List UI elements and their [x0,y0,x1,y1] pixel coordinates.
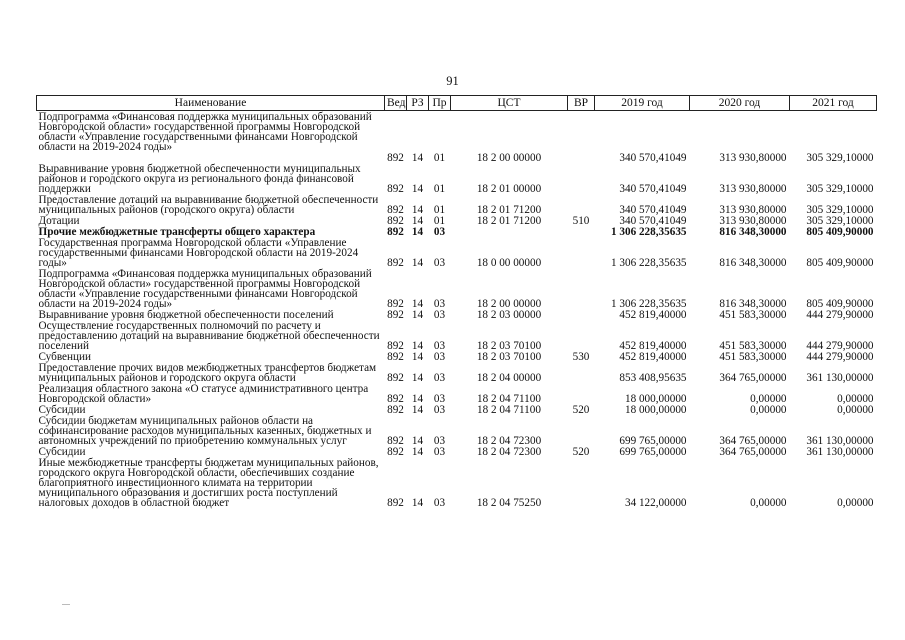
cell-name: Осуществление государственных полномочий по расчету и предоставлению дотаций на выравнивание бюджетной обеспеченности поселений [38,319,380,352]
table-row [37,351,877,362]
cell-ved: 892 [387,151,404,164]
cell-vr [568,268,595,309]
cell-rz: 14 [411,182,424,195]
cell-cst: 18 2 03 70100 [476,339,542,352]
cell-name: Подпрограмма «Финансовая поддержка муниципальных образований Новгородской области» государственной программы Новгородской области «Управление государственными финансами Новгородской области на 2019-2024 годы» [38,267,372,310]
table-row [37,111,877,153]
cell-y2019: 452 819,40000 [619,308,687,321]
cell-cst: 18 2 01 71200 [476,203,542,216]
table-row [37,383,877,404]
cell-y2019: 18 000,00000 [624,403,687,416]
cell-name: Государственная программа Новгородской области «Управление государственными финансами Новгородской области на 2019-2024 годы» [38,236,359,269]
cell-ved: 892 [387,445,404,458]
cell-name: Иные межбюджетные трансферты бюджетам муниципальных районов, городского округа Новгородской области, обеспечивших создание благоприятного инвестиционного климата на территории муниципального образования и достигших роста поступлений налоговых доходов в областной бюджет [38,456,379,509]
cell-y2021: 805 409,90000 [806,225,874,238]
cell-y2019: 340 570,41049 [619,203,687,216]
cell-vr: 520 [572,403,590,416]
cell-name: Предоставление прочих видов межбюджетных трансфертов бюджетам муниципальных районов и городского округа области [38,361,377,384]
header-ved: Вед [385,96,407,111]
cell-y2020: 451 583,30000 [719,308,787,321]
cell-y2019: 452 819,40000 [619,339,687,352]
cell-y2020: 451 583,30000 [719,339,787,352]
cell-pr: 03 [433,297,446,310]
cell-y2019: 340 570,41049 [619,214,687,227]
cell-y2021: 305 329,10000 [806,214,874,227]
cell-ved: 892 [387,256,404,269]
cell-cst: 18 2 04 71100 [477,392,541,405]
cell-rz: 14 [411,445,424,458]
cell-ved: 892 [387,308,404,321]
cell-name: Субвенции [38,350,91,363]
cell-y2019: 1 306 228,35635 [610,297,687,310]
cell-cst: 18 2 00 00000 [476,297,542,310]
cell-pr: 01 [433,214,446,227]
cell-pr: 03 [433,445,446,458]
cell-name: Субсидии [38,403,86,416]
cell-cst: 18 2 04 72300 [476,445,542,458]
cell-vr [568,226,595,237]
cell-vr: 520 [572,445,590,458]
cell-cst: 18 2 00 00000 [476,151,542,164]
cell-y2021: 305 329,10000 [806,203,874,216]
cell-y2021 [790,111,877,153]
cell-cst: 18 2 04 72300 [476,434,542,447]
cell-y2020: 816 348,30000 [719,297,787,310]
table-row [37,404,877,415]
table-row [37,194,877,215]
cell-y2021: 0,00000 [837,403,874,416]
cell-y2021: 444 279,90000 [806,308,874,321]
cell-cst: 18 2 04 00000 [476,371,542,384]
cell-y2019: 452 819,40000 [619,350,687,363]
header-pr: Пр [429,96,451,111]
cell-pr: 03 [433,350,446,363]
cell-y2021: 305 329,10000 [806,151,874,164]
cell-rz: 14 [411,297,424,310]
cell-name: Предоставление дотаций на выравнивание бюджетной обеспеченности муниципальных районов (городского округа) области [38,193,379,216]
cell-y2019: 853 408,95635 [619,371,687,384]
cell-y2021: 805 409,90000 [806,297,874,310]
cell-vr: 530 [572,350,590,363]
header-vr: ВР [568,96,595,111]
table-row [37,163,877,194]
budget-table [36,95,877,508]
cell-y2021: 0,00000 [837,496,874,509]
cell-name: Прочие межбюджетные трансферты общего характера [38,225,316,238]
cell-y2020: 364 765,00000 [719,371,787,384]
cell-ved: 892 [387,203,404,216]
cell-pr [429,111,451,153]
cell-rz [407,111,429,153]
cell-cst: 18 2 01 00000 [476,182,542,195]
cell-y2021: 0,00000 [837,392,874,405]
cell-cst [451,111,568,153]
cell-vr: 510 [572,214,590,227]
cell-ved: 892 [387,225,404,238]
cell-rz: 14 [411,392,424,405]
cell-ved: 892 [387,434,404,447]
cell-y2020: 816 348,30000 [719,256,787,269]
cell-pr: 01 [433,182,446,195]
cell-y2021: 361 130,00000 [806,434,874,447]
cell-pr: 03 [433,434,446,447]
cell-name: Выравнивание уровня бюджетной обеспеченности поселений [38,308,334,321]
cell-vr [568,152,595,163]
cell-cst: 18 2 04 75250 [476,496,542,509]
cell-rz: 14 [411,403,424,416]
cell-rz: 14 [411,496,424,509]
cell-name: Дотации [38,214,80,227]
table-row [37,309,877,320]
cell-pr: 03 [433,308,446,321]
cell-pr: 01 [433,151,446,164]
cell-y2020: 816 348,30000 [719,225,787,238]
cell-vr [568,237,595,268]
cell-rz: 14 [411,350,424,363]
header-2020: 2020 год [690,96,790,111]
table-header [37,96,877,111]
cell-y2020: 0,00000 [750,392,787,405]
cell-cst: 18 0 00 00000 [476,256,542,269]
cell-y2021: 805 409,90000 [806,256,874,269]
table-row [37,226,877,237]
margin-mark [62,604,70,605]
cell-y2019: 699 765,00000 [619,434,687,447]
cell-y2020 [690,111,790,153]
header-name: Наименование [37,96,385,111]
cell-rz: 14 [411,225,424,238]
cell-rz: 14 [411,308,424,321]
cell-name [37,152,385,163]
cell-vr [568,362,595,383]
cell-vr [568,309,595,320]
cell-name: Субсидии [38,445,86,458]
cell-y2020: 364 765,00000 [719,445,787,458]
cell-y2019: 699 765,00000 [619,445,687,458]
cell-ved: 892 [387,297,404,310]
page-number: 91 [446,74,459,88]
cell-ved: 892 [387,392,404,405]
cell-cst [451,226,568,237]
cell-y2021: 361 130,00000 [806,445,874,458]
cell-y2020: 451 583,30000 [719,350,787,363]
cell-vr [568,163,595,194]
cell-pr: 03 [433,256,446,269]
cell-cst: 18 2 03 70100 [476,350,542,363]
cell-name: Субсидии бюджетам муниципальных районов области на софинансирование расходов муниципальных казенных, бюджетных и автономных учреждений по приобретению коммунальных услуг [38,414,372,447]
cell-y2019 [595,111,690,153]
cell-y2019: 18 000,00000 [624,392,687,405]
header-cst: ЦСТ [451,96,568,111]
table-row [37,152,877,163]
table-row [37,268,877,309]
cell-vr [568,415,595,446]
cell-y2021: 444 279,90000 [806,350,874,363]
cell-name: Выравнивание уровня бюджетной обеспеченности муниципальных районов и городского округа из регионального фонда финансовой поддержки [38,162,361,195]
cell-y2020: 313 930,80000 [719,151,787,164]
header-2021: 2021 год [790,96,877,111]
table-row [37,457,877,508]
cell-name: Реализация областного закона «О статусе административного центра Новгородской области» [38,382,369,405]
cell-ved: 892 [387,403,404,416]
cell-pr: 03 [433,225,446,238]
cell-cst: 18 2 01 71200 [476,214,542,227]
cell-ved: 892 [387,371,404,384]
cell-y2020: 313 930,80000 [719,203,787,216]
cell-y2021: 361 130,00000 [806,371,874,384]
cell-y2019: 1 306 228,35635 [610,256,687,269]
cell-ved: 892 [387,350,404,363]
cell-pr: 01 [433,203,446,216]
cell-rz: 14 [411,151,424,164]
cell-ved: 892 [387,182,404,195]
cell-pr: 03 [433,339,446,352]
cell-vr [568,111,595,153]
cell-y2019: 340 570,41049 [619,151,687,164]
cell-y2020: 0,00000 [750,403,787,416]
cell-y2019: 340 570,41049 [619,182,687,195]
cell-pr: 03 [433,371,446,384]
table-body [37,111,877,509]
cell-rz: 14 [411,256,424,269]
cell-y2020: 364 765,00000 [719,434,787,447]
cell-y2019: 1 306 228,35635 [610,225,687,238]
cell-vr [568,457,595,508]
table-row [37,446,877,457]
cell-y2020: 313 930,80000 [719,214,787,227]
header-2019: 2019 год [595,96,690,111]
header-rz: РЗ [407,96,429,111]
cell-cst: 18 2 03 00000 [476,308,542,321]
cell-y2021: 305 329,10000 [806,182,874,195]
table-row [37,320,877,351]
cell-pr: 03 [433,496,446,509]
cell-y2020: 0,00000 [750,496,787,509]
cell-rz: 14 [411,371,424,384]
table-row [37,215,877,226]
cell-rz: 14 [411,214,424,227]
cell-pr: 03 [433,392,446,405]
cell-rz: 14 [411,434,424,447]
cell-vr [568,383,595,404]
cell-y2021: 444 279,90000 [806,339,874,352]
cell-ved: 892 [387,496,404,509]
cell-pr: 03 [433,403,446,416]
cell-ved [385,111,407,153]
cell-rz: 14 [411,339,424,352]
cell-rz: 14 [411,203,424,216]
cell-cst: 18 2 04 71100 [477,403,541,416]
cell-ved: 892 [387,339,404,352]
cell-y2019: 34 122,00000 [624,496,687,509]
table-row [37,362,877,383]
cell-vr [568,320,595,351]
table-row [37,415,877,446]
cell-vr [568,194,595,215]
table-row [37,237,877,268]
cell-ved: 892 [387,214,404,227]
cell-y2020: 313 930,80000 [719,182,787,195]
cell-name: Подпрограмма «Финансовая поддержка муниципальных образований Новгородской области» государственной программы Новгородской области «Управление государственными финансами Новгородской области на 2019-2024 годы» [38,110,372,153]
